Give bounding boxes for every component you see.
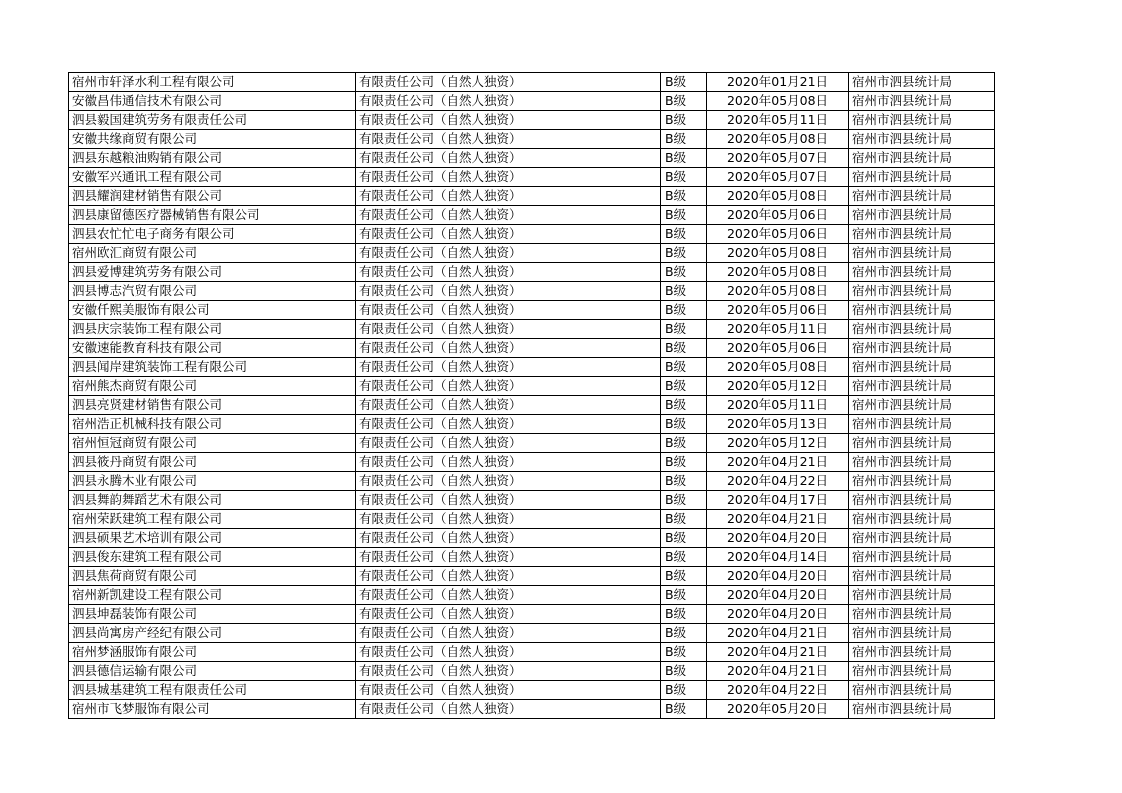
credit-grade-cell: B级 bbox=[661, 548, 707, 567]
rating-date-cell: 2020年04月14日 bbox=[707, 548, 849, 567]
table-row bbox=[69, 111, 995, 130]
credit-grade-cell: B级 bbox=[661, 510, 707, 529]
company-type-cell: 有限责任公司（自然人独资） bbox=[356, 301, 661, 320]
table-row bbox=[69, 548, 995, 567]
credit-grade-cell: B级 bbox=[661, 434, 707, 453]
company-name-cell: 安徽昌伟通信技术有限公司 bbox=[69, 92, 356, 111]
table-row bbox=[69, 377, 995, 396]
issuing-agency-cell: 宿州市泗县统计局 bbox=[849, 472, 995, 491]
table-row bbox=[69, 491, 995, 510]
company-name-cell: 宿州市轩泽水利工程有限公司 bbox=[69, 73, 356, 92]
company-type-cell: 有限责任公司（自然人独资） bbox=[356, 73, 661, 92]
company-name-cell: 安徽共缘商贸有限公司 bbox=[69, 130, 356, 149]
rating-date-cell: 2020年05月08日 bbox=[707, 187, 849, 206]
company-type-cell: 有限责任公司（自然人独资） bbox=[356, 377, 661, 396]
rating-date-cell: 2020年05月08日 bbox=[707, 130, 849, 149]
credit-grade-cell: B级 bbox=[661, 605, 707, 624]
issuing-agency-cell: 宿州市泗县统计局 bbox=[849, 396, 995, 415]
rating-date-cell: 2020年04月21日 bbox=[707, 510, 849, 529]
company-name-cell: 泗县永腾木业有限公司 bbox=[69, 472, 356, 491]
table-row bbox=[69, 586, 995, 605]
rating-date-cell: 2020年01月21日 bbox=[707, 73, 849, 92]
credit-grade-cell: B级 bbox=[661, 586, 707, 605]
company-type-cell: 有限责任公司（自然人独资） bbox=[356, 548, 661, 567]
rating-date-cell: 2020年04月20日 bbox=[707, 586, 849, 605]
rating-date-cell: 2020年05月07日 bbox=[707, 168, 849, 187]
company-name-cell: 泗县亮贤建材销售有限公司 bbox=[69, 396, 356, 415]
issuing-agency-cell: 宿州市泗县统计局 bbox=[849, 643, 995, 662]
company-name-cell: 宿州欧汇商贸有限公司 bbox=[69, 244, 356, 263]
company-type-cell: 有限责任公司（自然人独资） bbox=[356, 244, 661, 263]
table-row bbox=[69, 453, 995, 472]
credit-grade-cell: B级 bbox=[661, 282, 707, 301]
rating-date-cell: 2020年05月06日 bbox=[707, 206, 849, 225]
rating-date-cell: 2020年05月13日 bbox=[707, 415, 849, 434]
issuing-agency-cell: 宿州市泗县统计局 bbox=[849, 358, 995, 377]
company-name-cell: 安徽军兴通讯工程有限公司 bbox=[69, 168, 356, 187]
issuing-agency-cell: 宿州市泗县统计局 bbox=[849, 491, 995, 510]
company-type-cell: 有限责任公司（自然人独资） bbox=[356, 586, 661, 605]
credit-grade-cell: B级 bbox=[661, 624, 707, 643]
issuing-agency-cell: 宿州市泗县统计局 bbox=[849, 92, 995, 111]
table-row bbox=[69, 339, 995, 358]
company-type-cell: 有限责任公司（自然人独资） bbox=[356, 662, 661, 681]
company-type-cell: 有限责任公司（自然人独资） bbox=[356, 529, 661, 548]
issuing-agency-cell: 宿州市泗县统计局 bbox=[849, 301, 995, 320]
issuing-agency-cell: 宿州市泗县统计局 bbox=[849, 73, 995, 92]
issuing-agency-cell: 宿州市泗县统计局 bbox=[849, 567, 995, 586]
issuing-agency-cell: 宿州市泗县统计局 bbox=[849, 434, 995, 453]
table-row bbox=[69, 396, 995, 415]
issuing-agency-cell: 宿州市泗县统计局 bbox=[849, 339, 995, 358]
issuing-agency-cell: 宿州市泗县统计局 bbox=[849, 529, 995, 548]
issuing-agency-cell: 宿州市泗县统计局 bbox=[849, 263, 995, 282]
credit-grade-cell: B级 bbox=[661, 662, 707, 681]
company-type-cell: 有限责任公司（自然人独资） bbox=[356, 415, 661, 434]
company-type-cell: 有限责任公司（自然人独资） bbox=[356, 206, 661, 225]
company-type-cell: 有限责任公司（自然人独资） bbox=[356, 434, 661, 453]
issuing-agency-cell: 宿州市泗县统计局 bbox=[849, 168, 995, 187]
table-row bbox=[69, 301, 995, 320]
company-type-cell: 有限责任公司（自然人独资） bbox=[356, 263, 661, 282]
credit-grade-cell: B级 bbox=[661, 130, 707, 149]
company-type-cell: 有限责任公司（自然人独资） bbox=[356, 700, 661, 719]
table-row bbox=[69, 662, 995, 681]
issuing-agency-cell: 宿州市泗县统计局 bbox=[849, 605, 995, 624]
company-name-cell: 泗县坤磊装饰有限公司 bbox=[69, 605, 356, 624]
rating-date-cell: 2020年05月07日 bbox=[707, 149, 849, 168]
company-type-cell: 有限责任公司（自然人独资） bbox=[356, 567, 661, 586]
company-type-cell: 有限责任公司（自然人独资） bbox=[356, 681, 661, 700]
company-type-cell: 有限责任公司（自然人独资） bbox=[356, 491, 661, 510]
company-type-cell: 有限责任公司（自然人独资） bbox=[356, 339, 661, 358]
rating-date-cell: 2020年05月12日 bbox=[707, 377, 849, 396]
credit-grade-cell: B级 bbox=[661, 529, 707, 548]
issuing-agency-cell: 宿州市泗县统计局 bbox=[849, 130, 995, 149]
company-name-cell: 泗县城基建筑工程有限责任公司 bbox=[69, 681, 356, 700]
credit-grade-cell: B级 bbox=[661, 472, 707, 491]
credit-grade-cell: B级 bbox=[661, 567, 707, 586]
rating-date-cell: 2020年04月20日 bbox=[707, 567, 849, 586]
company-type-cell: 有限责任公司（自然人独资） bbox=[356, 149, 661, 168]
credit-grade-cell: B级 bbox=[661, 396, 707, 415]
issuing-agency-cell: 宿州市泗县统计局 bbox=[849, 225, 995, 244]
issuing-agency-cell: 宿州市泗县统计局 bbox=[849, 320, 995, 339]
company-name-cell: 宿州熊杰商贸有限公司 bbox=[69, 377, 356, 396]
credit-grade-cell: B级 bbox=[661, 681, 707, 700]
table-row bbox=[69, 73, 995, 92]
issuing-agency-cell: 宿州市泗县统计局 bbox=[849, 624, 995, 643]
company-type-cell: 有限责任公司（自然人独资） bbox=[356, 111, 661, 130]
issuing-agency-cell: 宿州市泗县统计局 bbox=[849, 377, 995, 396]
rating-date-cell: 2020年04月17日 bbox=[707, 491, 849, 510]
company-type-cell: 有限责任公司（自然人独资） bbox=[356, 605, 661, 624]
rating-date-cell: 2020年04月22日 bbox=[707, 681, 849, 700]
company-type-cell: 有限责任公司（自然人独资） bbox=[356, 225, 661, 244]
company-name-cell: 宿州市飞梦服饰有限公司 bbox=[69, 700, 356, 719]
credit-grade-cell: B级 bbox=[661, 111, 707, 130]
credit-grade-cell: B级 bbox=[661, 377, 707, 396]
company-name-cell: 泗县康留德医疗器械销售有限公司 bbox=[69, 206, 356, 225]
rating-date-cell: 2020年05月08日 bbox=[707, 92, 849, 111]
company-type-cell: 有限责任公司（自然人独资） bbox=[356, 643, 661, 662]
issuing-agency-cell: 宿州市泗县统计局 bbox=[849, 111, 995, 130]
table-row bbox=[69, 168, 995, 187]
table-row bbox=[69, 472, 995, 491]
issuing-agency-cell: 宿州市泗县统计局 bbox=[849, 586, 995, 605]
credit-grade-cell: B级 bbox=[661, 225, 707, 244]
rating-date-cell: 2020年04月21日 bbox=[707, 662, 849, 681]
table-row bbox=[69, 282, 995, 301]
table-row bbox=[69, 149, 995, 168]
credit-grade-cell: B级 bbox=[661, 244, 707, 263]
rating-date-cell: 2020年05月11日 bbox=[707, 111, 849, 130]
issuing-agency-cell: 宿州市泗县统计局 bbox=[849, 681, 995, 700]
company-name-cell: 安徽速能教育科技有限公司 bbox=[69, 339, 356, 358]
issuing-agency-cell: 宿州市泗县统计局 bbox=[849, 282, 995, 301]
issuing-agency-cell: 宿州市泗县统计局 bbox=[849, 700, 995, 719]
company-type-cell: 有限责任公司（自然人独资） bbox=[356, 510, 661, 529]
rating-date-cell: 2020年05月06日 bbox=[707, 225, 849, 244]
table-body bbox=[69, 73, 995, 719]
table-row bbox=[69, 415, 995, 434]
company-type-cell: 有限责任公司（自然人独资） bbox=[356, 130, 661, 149]
table-row bbox=[69, 225, 995, 244]
company-name-cell: 安徽仟熙美服饰有限公司 bbox=[69, 301, 356, 320]
company-name-cell: 宿州恒冠商贸有限公司 bbox=[69, 434, 356, 453]
table-row bbox=[69, 681, 995, 700]
credit-grade-cell: B级 bbox=[661, 643, 707, 662]
table-row bbox=[69, 643, 995, 662]
company-type-cell: 有限责任公司（自然人独资） bbox=[356, 396, 661, 415]
issuing-agency-cell: 宿州市泗县统计局 bbox=[849, 453, 995, 472]
data-table bbox=[68, 72, 995, 719]
rating-date-cell: 2020年04月21日 bbox=[707, 624, 849, 643]
company-type-cell: 有限责任公司（自然人独资） bbox=[356, 472, 661, 491]
credit-grade-cell: B级 bbox=[661, 73, 707, 92]
credit-grade-cell: B级 bbox=[661, 168, 707, 187]
company-name-cell: 泗县爱博建筑劳务有限公司 bbox=[69, 263, 356, 282]
company-name-cell: 泗县闻岸建筑装饰工程有限公司 bbox=[69, 358, 356, 377]
table-row bbox=[69, 624, 995, 643]
company-type-cell: 有限责任公司（自然人独资） bbox=[356, 358, 661, 377]
rating-date-cell: 2020年05月06日 bbox=[707, 301, 849, 320]
table-row bbox=[69, 510, 995, 529]
company-name-cell: 宿州荣跃建筑工程有限公司 bbox=[69, 510, 356, 529]
company-type-cell: 有限责任公司（自然人独资） bbox=[356, 92, 661, 111]
company-type-cell: 有限责任公司（自然人独资） bbox=[356, 187, 661, 206]
company-name-cell: 宿州新凯建设工程有限公司 bbox=[69, 586, 356, 605]
table-row bbox=[69, 320, 995, 339]
table-row bbox=[69, 434, 995, 453]
table-row bbox=[69, 206, 995, 225]
rating-date-cell: 2020年04月22日 bbox=[707, 472, 849, 491]
company-type-cell: 有限责任公司（自然人独资） bbox=[356, 320, 661, 339]
table-row bbox=[69, 263, 995, 282]
company-name-cell: 泗县东越粮油购销有限公司 bbox=[69, 149, 356, 168]
rating-date-cell: 2020年05月08日 bbox=[707, 358, 849, 377]
rating-date-cell: 2020年05月11日 bbox=[707, 320, 849, 339]
credit-grade-cell: B级 bbox=[661, 187, 707, 206]
company-type-cell: 有限责任公司（自然人独资） bbox=[356, 282, 661, 301]
rating-date-cell: 2020年04月20日 bbox=[707, 605, 849, 624]
company-name-cell: 泗县焦荷商贸有限公司 bbox=[69, 567, 356, 586]
rating-date-cell: 2020年04月20日 bbox=[707, 529, 849, 548]
table-row bbox=[69, 130, 995, 149]
company-type-cell: 有限责任公司（自然人独资） bbox=[356, 453, 661, 472]
credit-grade-cell: B级 bbox=[661, 149, 707, 168]
rating-date-cell: 2020年05月20日 bbox=[707, 700, 849, 719]
company-name-cell: 泗县博志汽贸有限公司 bbox=[69, 282, 356, 301]
table-row bbox=[69, 567, 995, 586]
company-name-cell: 泗县俊东建筑工程有限公司 bbox=[69, 548, 356, 567]
rating-date-cell: 2020年05月08日 bbox=[707, 244, 849, 263]
issuing-agency-cell: 宿州市泗县统计局 bbox=[849, 662, 995, 681]
rating-date-cell: 2020年05月12日 bbox=[707, 434, 849, 453]
company-name-cell: 泗县筱丹商贸有限公司 bbox=[69, 453, 356, 472]
issuing-agency-cell: 宿州市泗县统计局 bbox=[849, 206, 995, 225]
issuing-agency-cell: 宿州市泗县统计局 bbox=[849, 548, 995, 567]
credit-grade-cell: B级 bbox=[661, 453, 707, 472]
credit-grade-cell: B级 bbox=[661, 358, 707, 377]
table-row bbox=[69, 700, 995, 719]
issuing-agency-cell: 宿州市泗县统计局 bbox=[849, 415, 995, 434]
table-row bbox=[69, 92, 995, 111]
company-name-cell: 宿州浩正机械科技有限公司 bbox=[69, 415, 356, 434]
company-name-cell: 泗县德信运输有限公司 bbox=[69, 662, 356, 681]
company-name-cell: 泗县毅国建筑劳务有限责任公司 bbox=[69, 111, 356, 130]
table-row bbox=[69, 358, 995, 377]
company-name-cell: 泗县耀润建材销售有限公司 bbox=[69, 187, 356, 206]
issuing-agency-cell: 宿州市泗县统计局 bbox=[849, 149, 995, 168]
issuing-agency-cell: 宿州市泗县统计局 bbox=[849, 510, 995, 529]
credit-grade-cell: B级 bbox=[661, 700, 707, 719]
rating-date-cell: 2020年05月08日 bbox=[707, 263, 849, 282]
company-name-cell: 泗县农忙忙电子商务有限公司 bbox=[69, 225, 356, 244]
company-type-cell: 有限责任公司（自然人独资） bbox=[356, 168, 661, 187]
company-name-cell: 泗县硕果艺术培训有限公司 bbox=[69, 529, 356, 548]
table-row bbox=[69, 529, 995, 548]
rating-date-cell: 2020年05月06日 bbox=[707, 339, 849, 358]
issuing-agency-cell: 宿州市泗县统计局 bbox=[849, 244, 995, 263]
company-name-cell: 泗县舞韵舞蹈艺术有限公司 bbox=[69, 491, 356, 510]
credit-grade-cell: B级 bbox=[661, 301, 707, 320]
company-name-cell: 宿州梦涵服饰有限公司 bbox=[69, 643, 356, 662]
rating-date-cell: 2020年04月21日 bbox=[707, 643, 849, 662]
company-type-cell: 有限责任公司（自然人独资） bbox=[356, 624, 661, 643]
credit-grade-cell: B级 bbox=[661, 320, 707, 339]
rating-date-cell: 2020年05月11日 bbox=[707, 396, 849, 415]
credit-grade-cell: B级 bbox=[661, 263, 707, 282]
table-row bbox=[69, 244, 995, 263]
credit-grade-cell: B级 bbox=[661, 415, 707, 434]
credit-grade-cell: B级 bbox=[661, 92, 707, 111]
issuing-agency-cell: 宿州市泗县统计局 bbox=[849, 187, 995, 206]
credit-grade-cell: B级 bbox=[661, 206, 707, 225]
table-row bbox=[69, 605, 995, 624]
company-name-cell: 泗县尚寓房产经纪有限公司 bbox=[69, 624, 356, 643]
company-name-cell: 泗县庆宗装饰工程有限公司 bbox=[69, 320, 356, 339]
rating-date-cell: 2020年04月21日 bbox=[707, 453, 849, 472]
table-row bbox=[69, 187, 995, 206]
credit-grade-cell: B级 bbox=[661, 491, 707, 510]
credit-grade-cell: B级 bbox=[661, 339, 707, 358]
rating-date-cell: 2020年05月08日 bbox=[707, 282, 849, 301]
